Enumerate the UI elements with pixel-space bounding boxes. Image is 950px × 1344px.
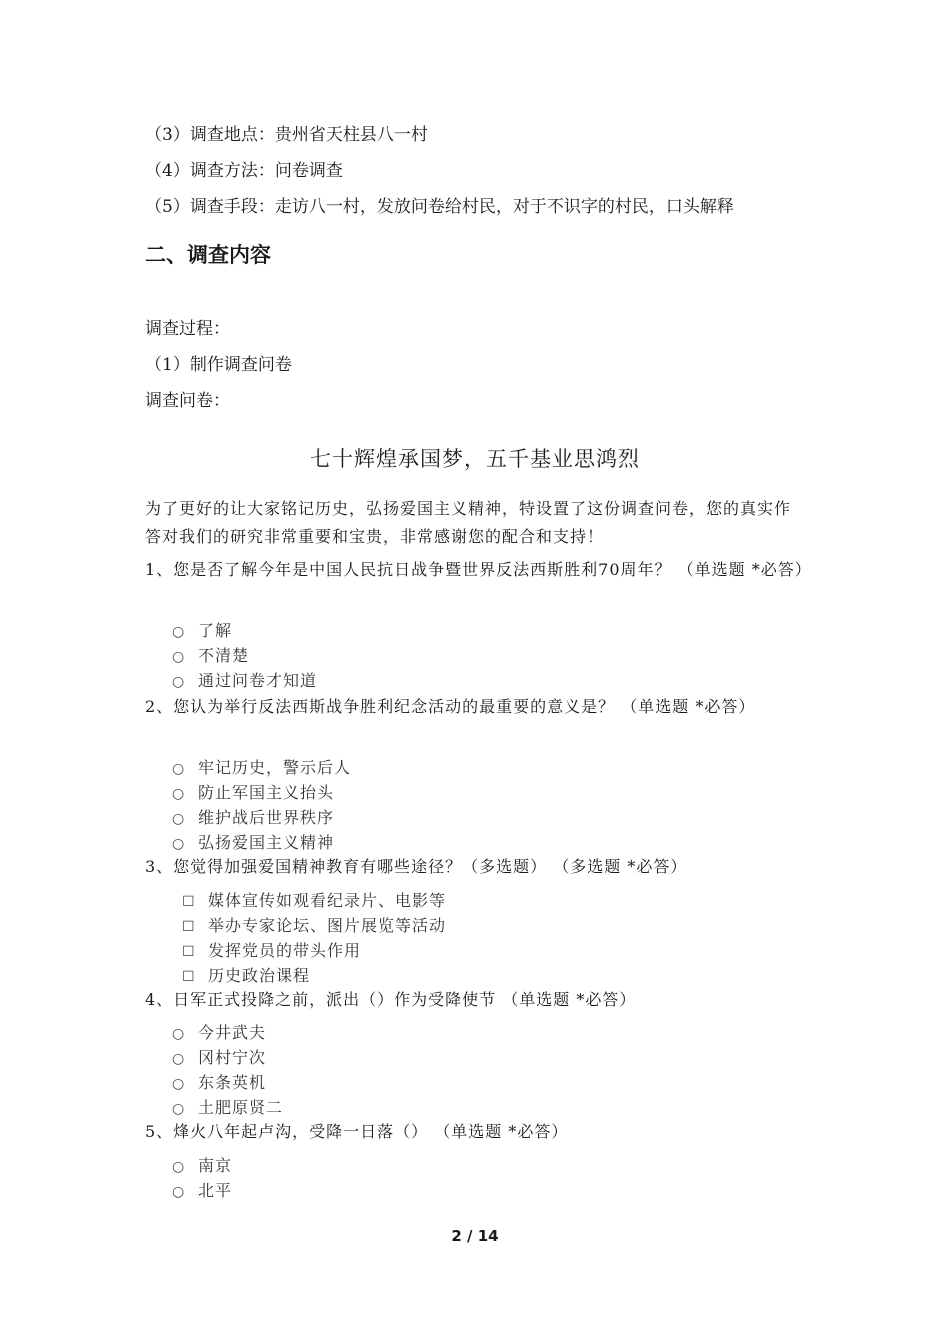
question-1-option[interactable] [172, 620, 232, 643]
option-label: 维护战后世界秩序 [198, 808, 335, 827]
option-label: 了解 [198, 621, 233, 640]
radio-icon[interactable]: ○ [172, 624, 186, 640]
question-1-option[interactable] [172, 670, 317, 693]
process-step: （1）制作调查问卷 [145, 355, 292, 375]
question-4: 4、日军正式投降之前，派出（）作为受降使节 （单选题 *必答） [145, 990, 637, 1009]
question-2-option[interactable] [172, 832, 334, 855]
radio-icon[interactable]: ○ [172, 761, 186, 777]
question-1-option[interactable] [172, 645, 249, 668]
option-label: 土肥原贤二 [198, 1098, 284, 1117]
method-item-location: （3）调查地点：贵州省天柱县八一村 [145, 125, 428, 145]
checkbox-icon[interactable]: ☐ [182, 894, 196, 910]
checkbox-icon[interactable]: ☐ [182, 969, 196, 985]
process-label: 调查过程： [145, 319, 230, 339]
question-4-option[interactable] [172, 1047, 266, 1070]
section-heading: 二、调查内容 [145, 243, 271, 267]
option-label: 防止军国主义抬头 [198, 783, 335, 802]
question-5-option[interactable] [172, 1155, 232, 1178]
question-2-option[interactable] [172, 807, 334, 830]
page-number: 2 / 14 [451, 1227, 499, 1245]
option-label: 弘扬爱国主义精神 [198, 833, 335, 852]
question-3: 3、您觉得加强爱国精神教育有哪些途径？（多选题） （多选题 *必答） [145, 857, 688, 876]
option-label: 今井武夫 [198, 1023, 267, 1042]
option-label: 北平 [198, 1181, 233, 1200]
option-label: 牢记历史，警示后人 [198, 758, 352, 777]
radio-icon[interactable]: ○ [172, 836, 186, 852]
method-item-method: （4）调查方法：问卷调查 [145, 161, 343, 181]
radio-icon[interactable]: ○ [172, 1159, 186, 1175]
radio-icon[interactable]: ○ [172, 1101, 186, 1117]
method-item-means: （5）调查手段：走访八一村，发放问卷给村民，对于不识字的村民，口头解释 [145, 197, 734, 217]
questionnaire-label: 调查问卷： [145, 391, 230, 411]
radio-icon[interactable]: ○ [172, 1051, 186, 1067]
option-label: 冈村宁次 [198, 1048, 267, 1067]
option-label: 历史政治课程 [208, 966, 311, 985]
question-2: 2、您认为举行反法西斯战争胜利纪念活动的最重要的意义是？ （单选题 *必答） [145, 697, 756, 716]
radio-icon[interactable]: ○ [172, 1184, 186, 1200]
option-label: 举办专家论坛、图片展览等活动 [208, 916, 447, 935]
question-2-option[interactable] [172, 782, 334, 805]
radio-icon[interactable]: ○ [172, 649, 186, 665]
radio-icon[interactable]: ○ [172, 674, 186, 690]
question-3-option[interactable] [182, 915, 446, 938]
checkbox-icon[interactable]: ☐ [182, 944, 196, 960]
survey-intro: 为了更好的让大家铭记历史，弘扬爱国主义精神，特设置了这份调查问卷，您的真实作答对我们的研究非常重要和宝贵，非常感谢您的配合和支持！ [145, 499, 792, 546]
question-5-option[interactable] [172, 1180, 232, 1203]
question-3-option[interactable] [182, 940, 361, 963]
radio-icon[interactable]: ○ [172, 786, 186, 802]
option-label: 通过问卷才知道 [198, 671, 318, 690]
option-label: 东条英机 [198, 1073, 267, 1092]
question-4-option[interactable] [172, 1072, 266, 1095]
question-2-option[interactable] [172, 757, 351, 780]
radio-icon[interactable]: ○ [172, 1026, 186, 1042]
question-3-option[interactable] [182, 890, 446, 913]
question-5: 5、烽火八年起卢沟，受降一日落（） （单选题 *必答） [145, 1122, 569, 1141]
option-label: 南京 [198, 1156, 233, 1175]
question-4-option[interactable] [172, 1097, 283, 1120]
option-label: 发挥党员的带头作用 [208, 941, 362, 960]
option-label: 媒体宣传如观看纪录片、电影等 [208, 891, 447, 910]
checkbox-icon[interactable]: ☐ [182, 919, 196, 935]
question-3-option[interactable] [182, 965, 310, 988]
radio-icon[interactable]: ○ [172, 811, 186, 827]
option-label: 不清楚 [198, 646, 250, 665]
radio-icon[interactable]: ○ [172, 1076, 186, 1092]
question-4-option[interactable] [172, 1022, 266, 1045]
survey-title: 七十辉煌承国梦，五千基业思鸿烈 [310, 447, 640, 471]
question-1: 1、您是否了解今年是中国人民抗日战争暨世界反法西斯胜利70周年？ （单选题 *必答） [145, 560, 812, 579]
